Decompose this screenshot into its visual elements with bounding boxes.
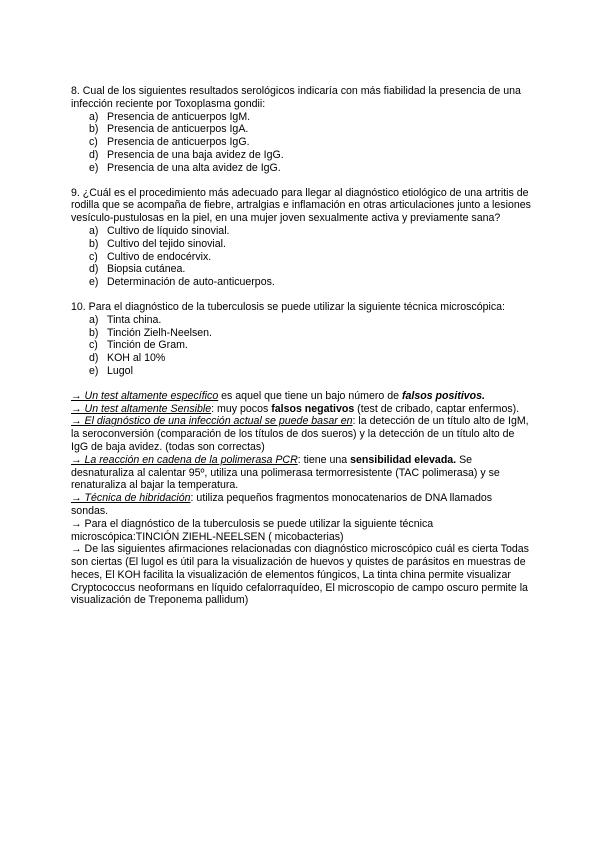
- option-letter: b): [89, 237, 99, 250]
- note-text: (test de cribado, captar enfermos).: [354, 402, 520, 415]
- note-bold: falsos negativos: [271, 402, 355, 415]
- note-text: : muy pocos: [211, 402, 272, 415]
- option-item: [71, 238, 531, 251]
- option-item: [71, 251, 531, 264]
- option-item: [71, 136, 531, 149]
- option-letter: d): [89, 148, 99, 161]
- option-text: Tinta china.: [107, 313, 162, 326]
- note-text: : tiene una: [297, 453, 351, 466]
- question-stem: 10. Para el diagnóstico de la tuberculosis se puede utilizar la siguiente técnica microscópica:: [71, 300, 505, 313]
- option-letter: e): [89, 276, 99, 289]
- note-text: → Para el diagnóstico de la tuberculosis se puede utilizar la siguiente técnica microscópica:TINCIÓN ZIEHL-NEELSEN ( micobacterias): [71, 517, 434, 543]
- option-text: Cultivo de líquido sinovial.: [107, 224, 230, 237]
- option-text: Biopsia cutánea.: [107, 263, 186, 276]
- note-heading: → La reacción en cadena de la polimerasa PCR: [71, 453, 298, 466]
- option-text: Cultivo del tejido sinovial.: [107, 237, 226, 250]
- option-letter: b): [89, 123, 99, 136]
- note-microscopy: [71, 543, 531, 607]
- note-hybridization: [71, 492, 531, 518]
- note-heading: → Un test altamente Sensible: [71, 402, 212, 415]
- document-content: [71, 85, 531, 607]
- option-letter: a): [89, 313, 99, 326]
- note-bold: falsos positivos.: [401, 389, 485, 402]
- option-letter: d): [89, 263, 99, 276]
- question-10: [71, 301, 531, 378]
- option-item: [71, 314, 531, 327]
- option-text: KOH al 10%: [107, 352, 166, 365]
- question-9: [71, 187, 531, 289]
- option-letter: c): [89, 250, 98, 263]
- option-item: [71, 225, 531, 238]
- question-stem: 9. ¿Cuál es el procedimiento más adecuado para llegar al diagnóstico etiológico de una artritis de rodilla que se acompaña de fiebre, artralgias e inflamación en otras articulaciones junto a lesiones vesículo-pustulosas en la piel, en una mujer joven sexualmente activa y previamente sana?: [71, 186, 531, 225]
- note-heading: → Técnica de hibridación: [71, 492, 191, 505]
- option-list: [71, 314, 531, 378]
- option-text: Presencia de una baja avidez de IgG.: [107, 148, 284, 161]
- note-specific-test: [71, 390, 531, 403]
- option-list: [71, 111, 531, 175]
- note-heading: → Un test altamente específico: [71, 389, 219, 402]
- option-text: Cultivo de endocérvix.: [107, 250, 212, 263]
- note-text: : utiliza pequeños fragmentos monocatenarios de DNA llamados sondas.: [71, 492, 493, 517]
- option-letter: a): [89, 224, 99, 237]
- note-pcr: [71, 454, 531, 492]
- option-item: [71, 339, 531, 352]
- option-letter: a): [89, 110, 99, 123]
- option-text: Presencia de anticuerpos IgA.: [107, 123, 249, 136]
- option-text: Presencia de una alta avidez de IgG.: [107, 161, 281, 174]
- option-letter: e): [89, 161, 99, 174]
- option-list: [71, 225, 531, 289]
- option-text: Lugol: [107, 364, 133, 377]
- option-text: Tinción de Gram.: [107, 339, 188, 352]
- option-letter: e): [89, 364, 99, 377]
- note-text: Se desnaturaliza al calentar 95º, utiliza una polimerasa termorresistente (TAC polimerasa) y se renaturaliza al bajar la temperatura.: [71, 453, 500, 492]
- option-letter: c): [89, 136, 98, 149]
- note-heading: → El diagnóstico de una infección actual se puede basar en: [71, 415, 353, 428]
- option-text: Presencia de anticuerpos IgG.: [107, 136, 250, 149]
- option-item: [71, 149, 531, 162]
- option-item: [71, 162, 531, 175]
- option-item: [71, 327, 531, 340]
- option-item: [71, 111, 531, 124]
- question-stem: 8. Cual de los siguientes resultados serológicos indicaría con más fiabilidad la presencia de una infección reciente por Toxoplasma gondii:: [71, 85, 521, 110]
- option-text: Tinción Zielh-Neelsen.: [107, 326, 213, 339]
- option-item: [71, 123, 531, 136]
- note-current-infection: [71, 415, 531, 453]
- note-text: → De las siguientes afirmaciones relacionadas con diagnóstico microscópico cuál es cierta Todas son ciertas (El lugol es útil para la visualización de huevos y quistes de parásitos en muestras de heces, El KOH facilita la visualización de elementos fúngicos, La tinta china permite visualizar Cryptococcus neoformans en líquido cefalorraquídeo, El microscopio de campo oscuro permite la visualización de Treponema pallidum): [71, 543, 529, 607]
- option-item: [71, 263, 531, 276]
- note-tuberculosis: [71, 518, 531, 544]
- note-bold: sensibilidad elevada.: [350, 453, 457, 466]
- option-letter: d): [89, 352, 99, 365]
- option-letter: b): [89, 326, 99, 339]
- option-letter: c): [89, 339, 98, 352]
- option-item: [71, 365, 531, 378]
- note-text: : la detección de un título alto de IgM, la seroconversión (comparación de los títulos de dos sueros) y la detección de un título alto de IgG de baja avidez. (todas son correctas): [71, 415, 529, 453]
- question-8: [71, 85, 531, 175]
- option-item: [71, 276, 531, 289]
- option-text: Presencia de anticuerpos IgM.: [107, 110, 251, 123]
- study-notes: [71, 390, 531, 608]
- option-item: [71, 352, 531, 365]
- note-sensitive-test: [71, 403, 531, 416]
- option-text: Determinación de auto-anticuerpos.: [107, 276, 275, 289]
- note-text: es aquel que tiene un bajo número de: [218, 389, 402, 402]
